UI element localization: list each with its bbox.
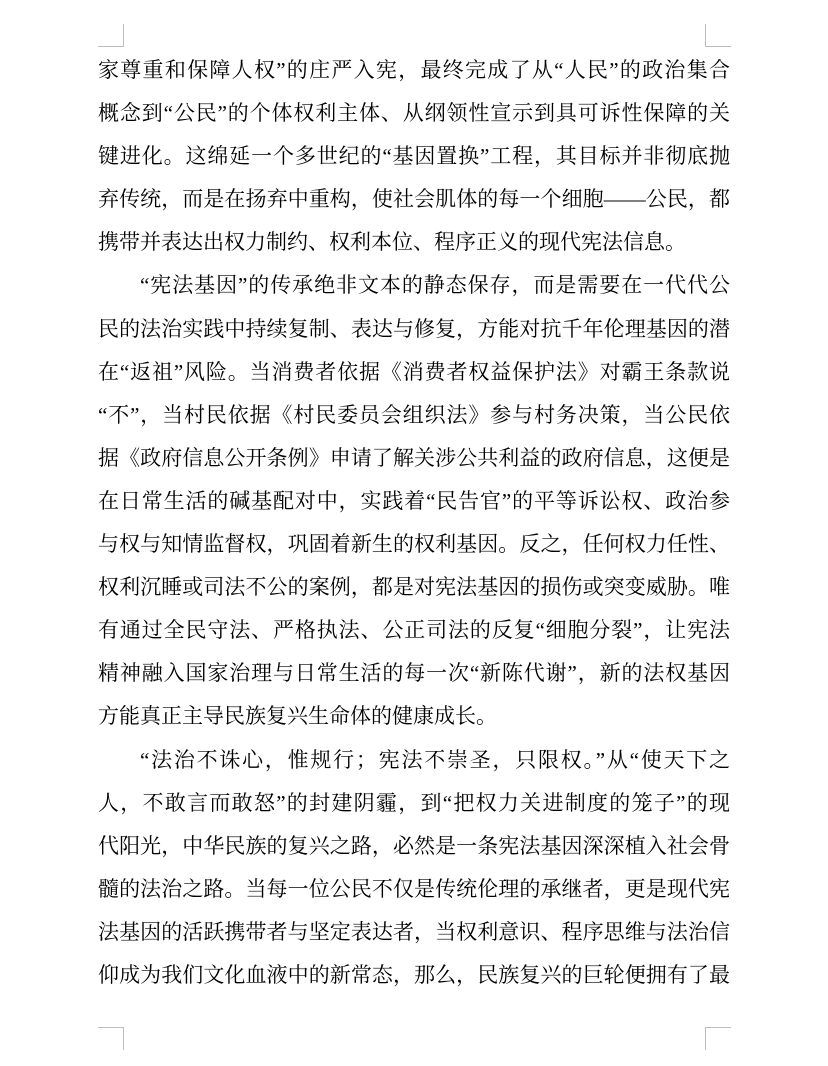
text-line: 仰成为我们文化血液中的新常态，那么，民族复兴的巨轮便拥有了最 bbox=[98, 962, 730, 987]
text-line: 精神融入国家治理与日常生活的每一次“新陈代谢”，新的法权基因 bbox=[98, 661, 730, 686]
text-line: 代阳光，中华民族的复兴之路，必然是一条宪法基因深深植入社会骨 bbox=[98, 833, 730, 858]
text-body bbox=[98, 49, 730, 997]
text-line: 弃传统，而是在扬弃中重构，使社会肌体的每一个细胞——公民，都 bbox=[98, 187, 730, 212]
paragraph bbox=[98, 739, 730, 998]
paragraph bbox=[98, 264, 730, 738]
text-line: 家尊重和保障人权”的庄严入宪，最终完成了从“人民”的政治集合 bbox=[98, 58, 730, 82]
text-line: 在日常生活的碱基配对中，实践着“民告官”的平等诉讼权、政治参 bbox=[98, 488, 730, 513]
text-line: 概念到“公民”的个体权利主体、从纲领性宣示到具可诉性保障的关 bbox=[98, 101, 730, 126]
paragraph bbox=[98, 49, 730, 264]
text-line: 权利沉睡或司法不公的案例，都是对宪法基因的损伤或突变威胁。唯 bbox=[98, 575, 730, 600]
text-line: 方能真正主导民族复兴生命体的健康成长。 bbox=[98, 704, 497, 729]
text-boundary-mark-bottom-right bbox=[705, 1027, 731, 1050]
text-line: 人，不敢言而敢怒”的封建阴霾，到“把权力关进制度的笼子”的现 bbox=[98, 790, 730, 815]
text-line: 携带并表达出权力制约、权利本位、程序正义的现代宪法信息。 bbox=[98, 230, 686, 255]
text-line: 在“返祖”风险。当消费者依据《消费者权益保护法》对霸王条款说 bbox=[98, 359, 730, 384]
text-line: 民的法治实践中持续复制、表达与修复，方能对抗千年伦理基因的潜 bbox=[98, 316, 730, 341]
text-boundary-mark-top-left bbox=[98, 24, 124, 47]
text-line: 有通过全民守法、严格执法、公正司法的反复“细胞分裂”，让宪法 bbox=[98, 618, 730, 643]
text-line: “宪法基因”的传承绝非文本的静态保存，而是需要在一代代公 bbox=[140, 273, 730, 298]
text-line: 髓的法治之路。当每一位公民不仅是传统伦理的承继者，更是现代宪 bbox=[98, 876, 730, 901]
text-boundary-mark-top-right bbox=[705, 24, 731, 47]
text-line: 据《政府信息公开条例》申请了解关涉公共利益的政府信息，这便是 bbox=[98, 445, 730, 470]
text-line: 法基因的活跃携带者与坚定表达者，当权利意识、程序思维与法治信 bbox=[98, 919, 730, 944]
text-line: 与权与知情监督权，巩固着新生的权利基因。反之，任何权力任性、 bbox=[98, 532, 730, 557]
text-boundary-mark-bottom-left bbox=[98, 1027, 124, 1050]
text-line: “不”，当村民依据《村民委员会组织法》参与村务决策，当公民依 bbox=[98, 402, 730, 427]
text-line: 键进化。这绵延一个多世纪的“基因置换”工程，其目标并非彻底抛 bbox=[98, 144, 730, 169]
text-line: “法治不诛心，惟规行；宪法不崇圣，只限权。”从“使天下之 bbox=[140, 747, 730, 772]
